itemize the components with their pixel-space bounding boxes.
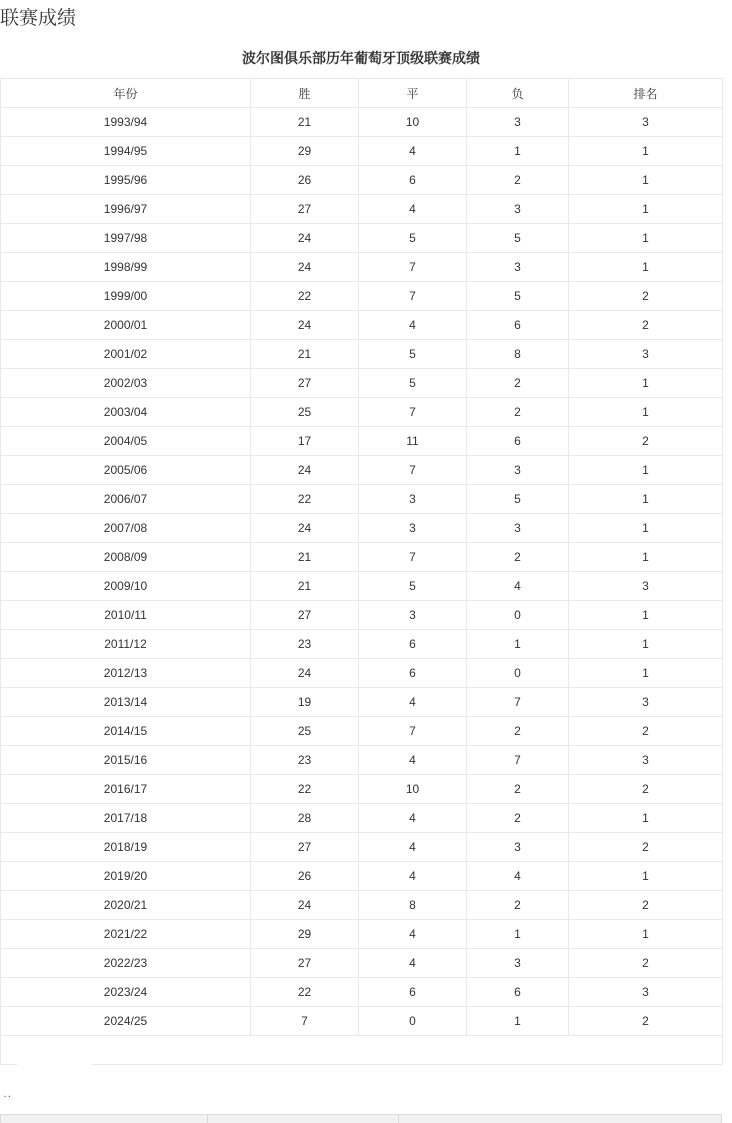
value-cell: 3 — [467, 195, 569, 224]
season-cell: 2021/22 — [1, 920, 251, 949]
value-cell: 3 — [569, 572, 723, 601]
value-cell: 6 — [467, 427, 569, 456]
season-cell: 1998/99 — [1, 253, 251, 282]
table-row — [1, 166, 723, 195]
value-cell: 7 — [359, 253, 467, 282]
value-cell: 4 — [359, 137, 467, 166]
value-cell: 2 — [467, 717, 569, 746]
value-cell: 4 — [467, 862, 569, 891]
column-header: 年份 — [1, 79, 251, 108]
value-cell: 3 — [569, 746, 723, 775]
value-cell: 21 — [251, 543, 359, 572]
value-cell: 1 — [569, 195, 723, 224]
value-cell: 3 — [569, 688, 723, 717]
value-cell: 0 — [467, 659, 569, 688]
season-cell: 2019/20 — [1, 862, 251, 891]
season-cell: 2002/03 — [1, 369, 251, 398]
season-cell: 1995/96 — [1, 166, 251, 195]
table-row — [1, 949, 723, 978]
value-cell: 7 — [251, 1007, 359, 1036]
value-cell: 7 — [467, 746, 569, 775]
season-cell: 2017/18 — [1, 804, 251, 833]
table-row — [1, 775, 723, 804]
value-cell: 1 — [569, 514, 723, 543]
season-cell: 2004/05 — [1, 427, 251, 456]
value-cell: 27 — [251, 833, 359, 862]
season-cell: 2018/19 — [1, 833, 251, 862]
season-cell: 1997/98 — [1, 224, 251, 253]
value-cell: 2 — [467, 369, 569, 398]
table-row — [1, 195, 723, 224]
value-cell: 8 — [467, 340, 569, 369]
season-cell: 1996/97 — [1, 195, 251, 224]
value-cell: 24 — [251, 659, 359, 688]
value-cell: 5 — [359, 572, 467, 601]
table-row — [1, 282, 723, 311]
value-cell: 4 — [359, 833, 467, 862]
value-cell: 21 — [251, 340, 359, 369]
column-header: 负 — [467, 79, 569, 108]
season-cell: 2012/13 — [1, 659, 251, 688]
value-cell: 1 — [569, 862, 723, 891]
value-cell: 25 — [251, 398, 359, 427]
table-row — [1, 891, 723, 920]
value-cell: 27 — [251, 195, 359, 224]
value-cell: 1 — [569, 224, 723, 253]
season-cell: 2014/15 — [1, 717, 251, 746]
value-cell: 5 — [359, 369, 467, 398]
season-cell: 2005/06 — [1, 456, 251, 485]
value-cell: 24 — [251, 891, 359, 920]
value-cell: 3 — [467, 108, 569, 137]
value-cell: 7 — [359, 398, 467, 427]
season-cell: 2010/11 — [1, 601, 251, 630]
value-cell: 19 — [251, 688, 359, 717]
value-cell: 22 — [251, 775, 359, 804]
value-cell: 4 — [359, 862, 467, 891]
column-header: 平 — [359, 79, 467, 108]
table-row — [1, 369, 723, 398]
value-cell: 29 — [251, 137, 359, 166]
value-cell: 21 — [251, 572, 359, 601]
value-cell: 23 — [251, 746, 359, 775]
value-cell: 24 — [251, 311, 359, 340]
value-cell: 25 — [251, 717, 359, 746]
value-cell: 24 — [251, 514, 359, 543]
value-cell: 22 — [251, 282, 359, 311]
value-cell: 7 — [359, 543, 467, 572]
value-cell: 24 — [251, 253, 359, 282]
value-cell: 2 — [569, 775, 723, 804]
value-cell: 5 — [467, 485, 569, 514]
value-cell: 2 — [569, 833, 723, 862]
value-cell: 24 — [251, 456, 359, 485]
value-cell: 7 — [359, 282, 467, 311]
table-row — [1, 717, 723, 746]
value-cell: 1 — [569, 456, 723, 485]
table-row — [1, 398, 723, 427]
table-title: 波尔图俱乐部历年葡萄牙顶级联赛成绩 — [242, 50, 480, 66]
table-row — [1, 311, 723, 340]
table-row — [1, 427, 723, 456]
season-cell: 1994/95 — [1, 137, 251, 166]
value-cell: 22 — [251, 978, 359, 1007]
league-table-container — [0, 78, 722, 1065]
value-cell: 3 — [569, 340, 723, 369]
value-cell: 2 — [569, 427, 723, 456]
value-cell: 2 — [467, 543, 569, 572]
value-cell: 24 — [251, 224, 359, 253]
value-cell: 1 — [569, 485, 723, 514]
value-cell: 1 — [569, 659, 723, 688]
value-cell: 6 — [359, 659, 467, 688]
table-row — [1, 746, 723, 775]
value-cell: 1 — [569, 920, 723, 949]
value-cell: 1 — [467, 1007, 569, 1036]
value-cell: 6 — [467, 978, 569, 1007]
value-cell: 3 — [359, 601, 467, 630]
table-row — [1, 456, 723, 485]
table-row — [1, 630, 723, 659]
season-cell: 2000/01 — [1, 311, 251, 340]
value-cell: 21 — [251, 108, 359, 137]
page-title: 联赛成绩 — [0, 8, 77, 29]
value-cell: 3 — [359, 514, 467, 543]
value-cell: 2 — [467, 398, 569, 427]
table-body — [1, 108, 723, 1065]
value-cell: 3 — [467, 949, 569, 978]
season-cell: 2024/25 — [1, 1007, 251, 1036]
value-cell: 2 — [569, 717, 723, 746]
value-cell: 1 — [569, 804, 723, 833]
value-cell: 5 — [467, 282, 569, 311]
table-row — [1, 224, 723, 253]
value-cell: 2 — [467, 891, 569, 920]
table-row — [1, 514, 723, 543]
value-cell: 26 — [251, 166, 359, 195]
column-header: 胜 — [251, 79, 359, 108]
table-row — [1, 688, 723, 717]
value-cell: 4 — [359, 746, 467, 775]
value-cell: 27 — [251, 949, 359, 978]
value-cell: 2 — [569, 282, 723, 311]
next-table-header-cell — [208, 1115, 399, 1123]
value-cell: 6 — [359, 630, 467, 659]
value-cell: 6 — [359, 166, 467, 195]
season-cell: 2013/14 — [1, 688, 251, 717]
value-cell: 2 — [467, 166, 569, 195]
value-cell: 1 — [569, 398, 723, 427]
value-cell: 22 — [251, 485, 359, 514]
value-cell: 6 — [467, 311, 569, 340]
table-row — [1, 862, 723, 891]
value-cell: 3 — [467, 833, 569, 862]
value-cell: 1 — [569, 543, 723, 572]
value-cell: 3 — [467, 456, 569, 485]
season-cell: 2020/21 — [1, 891, 251, 920]
value-cell: 0 — [467, 601, 569, 630]
table-row — [1, 108, 723, 137]
value-cell: 4 — [359, 311, 467, 340]
table-row — [1, 659, 723, 688]
value-cell: 5 — [359, 340, 467, 369]
value-cell: 11 — [359, 427, 467, 456]
value-cell: 1 — [569, 137, 723, 166]
table-row — [1, 340, 723, 369]
value-cell: 2 — [569, 311, 723, 340]
value-cell: 27 — [251, 369, 359, 398]
value-cell: 1 — [569, 369, 723, 398]
value-cell: 7 — [467, 688, 569, 717]
table-row — [1, 920, 723, 949]
season-cell: 2003/04 — [1, 398, 251, 427]
league-table — [0, 78, 723, 1065]
value-cell: 0 — [359, 1007, 467, 1036]
value-cell: 5 — [467, 224, 569, 253]
value-cell: 17 — [251, 427, 359, 456]
value-cell: 1 — [569, 253, 723, 282]
value-cell: 4 — [359, 195, 467, 224]
border-notch-decoration — [17, 1063, 92, 1066]
table-row — [1, 137, 723, 166]
value-cell: 4 — [359, 688, 467, 717]
value-cell: 1 — [467, 920, 569, 949]
truncated-footnote-dots: .. — [4, 1090, 13, 1099]
table-row — [1, 978, 723, 1007]
column-header: 排名 — [569, 79, 723, 108]
value-cell: 27 — [251, 601, 359, 630]
value-cell: 28 — [251, 804, 359, 833]
table-row — [1, 485, 723, 514]
value-cell: 4 — [467, 572, 569, 601]
value-cell: 3 — [569, 108, 723, 137]
value-cell: 2 — [569, 1007, 723, 1036]
value-cell: 26 — [251, 862, 359, 891]
empty-footer-cell — [1, 1036, 723, 1065]
value-cell: 5 — [359, 224, 467, 253]
season-cell: 2001/02 — [1, 340, 251, 369]
next-table-header-cell — [1, 1115, 208, 1123]
value-cell: 1 — [467, 630, 569, 659]
value-cell: 2 — [467, 775, 569, 804]
value-cell: 1 — [467, 137, 569, 166]
next-table-partial-header — [0, 1114, 722, 1123]
value-cell: 1 — [569, 601, 723, 630]
value-cell: 2 — [569, 891, 723, 920]
value-cell: 4 — [359, 949, 467, 978]
next-table-header-cell — [399, 1115, 721, 1123]
season-cell: 1999/00 — [1, 282, 251, 311]
value-cell: 6 — [359, 978, 467, 1007]
table-row — [1, 833, 723, 862]
table-row — [1, 253, 723, 282]
season-cell: 2011/12 — [1, 630, 251, 659]
season-cell: 2022/23 — [1, 949, 251, 978]
value-cell: 29 — [251, 920, 359, 949]
value-cell: 3 — [467, 514, 569, 543]
season-cell: 2023/24 — [1, 978, 251, 1007]
value-cell: 8 — [359, 891, 467, 920]
value-cell: 7 — [359, 456, 467, 485]
value-cell: 2 — [467, 804, 569, 833]
value-cell: 23 — [251, 630, 359, 659]
value-cell: 2 — [569, 949, 723, 978]
value-cell: 4 — [359, 804, 467, 833]
table-row — [1, 601, 723, 630]
table-empty-footer-row — [1, 1036, 723, 1065]
table-row — [1, 543, 723, 572]
value-cell: 10 — [359, 108, 467, 137]
season-cell: 1993/94 — [1, 108, 251, 137]
table-row — [1, 1007, 723, 1036]
value-cell: 3 — [359, 485, 467, 514]
value-cell: 1 — [569, 166, 723, 195]
table-row — [1, 572, 723, 601]
season-cell: 2007/08 — [1, 514, 251, 543]
season-cell: 2016/17 — [1, 775, 251, 804]
season-cell: 2015/16 — [1, 746, 251, 775]
value-cell: 7 — [359, 717, 467, 746]
table-header-row — [1, 79, 723, 108]
table-row — [1, 804, 723, 833]
value-cell: 4 — [359, 920, 467, 949]
value-cell: 3 — [569, 978, 723, 1007]
season-cell: 2006/07 — [1, 485, 251, 514]
value-cell: 1 — [569, 630, 723, 659]
season-cell: 2009/10 — [1, 572, 251, 601]
value-cell: 3 — [467, 253, 569, 282]
value-cell: 10 — [359, 775, 467, 804]
season-cell: 2008/09 — [1, 543, 251, 572]
